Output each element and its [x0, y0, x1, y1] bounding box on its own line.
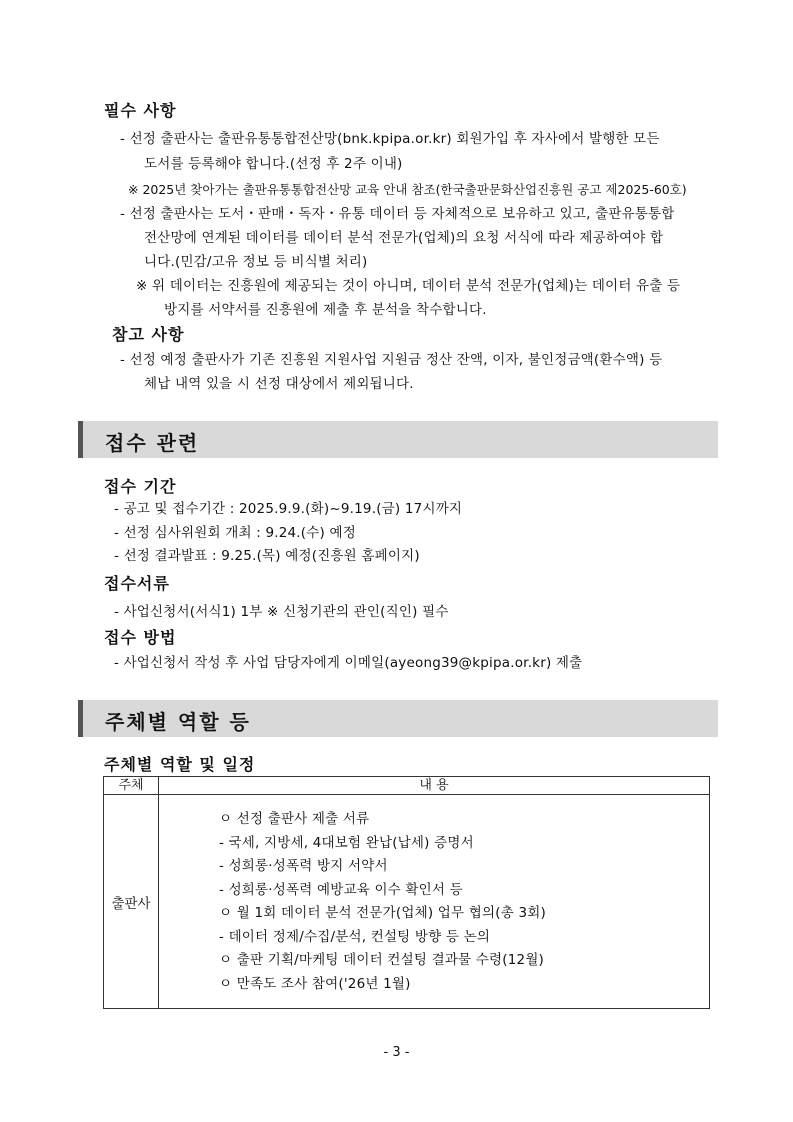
table-heading: 주체별 역할 및 일정	[104, 755, 256, 774]
required-bullet-1-line-1: - 선정 출판사는 출판유통통합전산망(bnk.kpipa.or.kr) 회원가입 후 자사에서 발행한 모든	[120, 131, 660, 147]
content-line-7: ㅇ 출판 기획/마케팅 데이터 컨설팅 결과물 수령(12월)	[219, 952, 545, 968]
header-subject: 주체	[104, 777, 159, 795]
period-item-2: - 선정 심사위원회 개최 : 9.24.(수) 예정	[114, 525, 356, 541]
required-note-1: ※ 2025년 찾아가는 출판유통통합전산망 교육 안내 참조(한국출판문화산업진흥원 공고 제2025-60호)	[128, 182, 687, 197]
content-line-4: - 성희롱·성폭력 예방교육 이수 확인서 등	[219, 881, 463, 898]
method-heading: 접수 방법	[104, 628, 177, 647]
reference-bullet-line-2: 체납 내역 있을 시 선정 대상에서 제외됩니다.	[144, 376, 414, 392]
required-bullet-2-line-3: 니다.(민감/고유 정보 등 비식별 처리)	[144, 254, 368, 270]
method-item: - 사업신청서 작성 후 사업 담당자에게 이메일(ayeong39@kpipa.or.kr) 제출	[114, 655, 583, 671]
period-heading: 접수 기간	[104, 477, 177, 496]
reference-bullet-line-1: - 선정 예정 출판사가 기존 진흥원 지원사업 지원금 정산 잔액, 이자, 불인정금액(환수액) 등	[120, 352, 663, 368]
section-title-reception: 접수 관련	[105, 431, 200, 455]
content-line-2: - 국세, 지방세, 4대보험 완납(납세) 증명서	[219, 834, 474, 851]
reference-heading: 참고 사항	[112, 325, 185, 344]
required-heading: 필수 사항	[104, 101, 177, 120]
required-bullet-2-line-2: 전산망에 연계된 데이터를 데이터 분석 전문가(업체)의 요청 서식에 따라 제공하여야 합	[144, 230, 664, 246]
docs-item: - 사업신청서(서식1) 1부 ※ 신청기관의 관인(직인) 필수	[114, 604, 449, 620]
content-line-1: ㅇ 선정 출판사 제출 서류	[219, 811, 370, 827]
required-note-2-line-2: 방지를 서약서를 진흥원에 제출 후 분석을 착수합니다.	[164, 302, 487, 318]
content-line-6: - 데이터 정제/수집/분석, 컨설팅 방향 등 논의	[219, 928, 491, 945]
header-content: 내 용	[159, 777, 710, 795]
row-content	[159, 795, 710, 1009]
table-header-row	[104, 777, 710, 795]
docs-heading: 접수서류	[104, 574, 170, 593]
roles-table	[103, 776, 710, 1009]
required-bullet-2-line-1: - 선정 출판사는 도서・판매・독자・유통 데이터 등 자체적으로 보유하고 있고, 출판유통통합	[120, 206, 675, 222]
row-subject: 출판사	[104, 795, 159, 1009]
section-title-roles: 주체별 역할 등	[105, 710, 251, 734]
required-note-2-line-1: ※ 위 데이터는 진흥원에 제공되는 것이 아니며, 데이터 분석 전문가(업체)는 데이터 유출 등	[136, 278, 681, 294]
table-row	[104, 795, 710, 1009]
period-item-1: - 공고 및 접수기간 : 2025.9.9.(화)~9.19.(금) 17시까지	[114, 501, 463, 517]
content-line-3: - 성희롱·성폭력 방지 서약서	[219, 858, 388, 874]
content-line-5: ㅇ 월 1회 데이터 분석 전문가(업체) 업무 협의(총 3회)	[219, 905, 546, 921]
section-bar-roles	[78, 700, 718, 737]
section-bar-reception	[78, 421, 718, 458]
period-item-3: - 선정 결과발표 : 9.25.(목) 예정(진흥원 홈페이지)	[114, 548, 420, 564]
content-line-8: ㅇ 만족도 조사 참여('26년 1월)	[219, 975, 411, 992]
required-bullet-1-line-2: 도서를 등록해야 합니다.(선정 후 2주 이내)	[144, 156, 403, 172]
page-number: - 3 -	[383, 1045, 410, 1060]
